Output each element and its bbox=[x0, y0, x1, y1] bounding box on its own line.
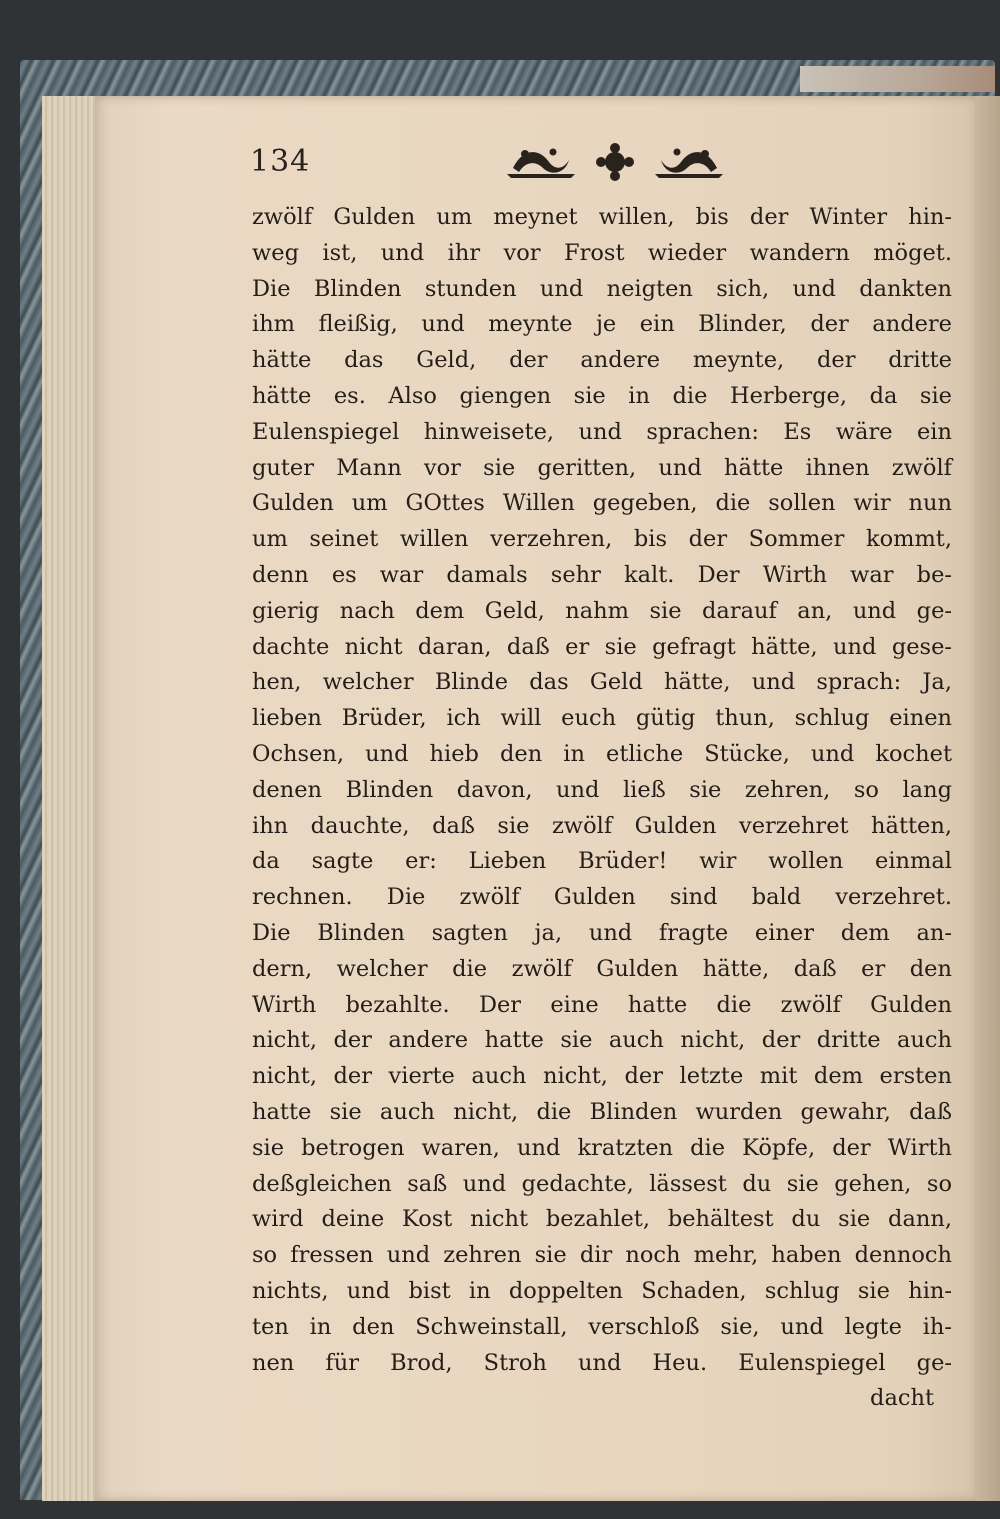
text-line: ihm fleißig, und meynte je ein Blinder, der andere bbox=[252, 311, 952, 338]
text-line: zwölf Gulden um meynet willen, bis der Winter hin- bbox=[252, 204, 952, 230]
text-line: sie betrogen waren, und kratzten die Köpfe, der Wirth bbox=[252, 1134, 952, 1161]
text-line: ten in den Schweinstall, verschloß sie, und legte ih- bbox=[252, 1313, 952, 1340]
text-line: hen, welcher Blinde das Geld hätte, und sprach: Ja, bbox=[252, 669, 952, 696]
text-line: da sagte er: Lieben Brüder! wir wollen einmal bbox=[252, 848, 952, 875]
text-line: Die Blinden stunden und neigten sich, und dankten bbox=[252, 275, 952, 302]
text-line: dachte nicht daran, daß er sie gefragt hätte, und gese- bbox=[252, 633, 952, 660]
text-line: denn es war damals sehr kalt. Der Wirth war be- bbox=[252, 561, 952, 588]
text-line: weg ist, und ihr vor Frost wieder wandern möget. bbox=[252, 239, 952, 266]
text-line: nicht, der andere hatte sie auch nicht, der dritte auch bbox=[252, 1027, 952, 1054]
text-line: wird deine Kost nicht bezahlet, behältest du sie dann, bbox=[252, 1206, 952, 1233]
text-line: hätte das Geld, der andere meynte, der dritte bbox=[252, 347, 952, 374]
page-number: 134 bbox=[250, 144, 311, 179]
text-line: hatte sie auch nicht, die Blinden wurden gewahr, daß bbox=[252, 1098, 952, 1125]
text-line: gierig nach dem Geld, nahm sie darauf an, und ge- bbox=[252, 597, 952, 624]
text-line: nen für Brod, Stroh und Heu. Eulenspiegel ge- bbox=[252, 1349, 952, 1376]
text-line: guter Mann vor sie geritten, und hätte ihnen zwölf bbox=[252, 454, 952, 481]
page-header bbox=[250, 138, 950, 188]
text-line: Gulden um GOttes Willen gegeben, die sollen wir nun bbox=[252, 490, 952, 517]
cover-label-strip bbox=[800, 66, 995, 92]
header-ornament-icon bbox=[505, 138, 725, 184]
text-line: nichts, und bist in doppelten Schaden, schlug sie hin- bbox=[252, 1277, 952, 1304]
body-text bbox=[252, 200, 952, 1417]
text-line: so fressen und zehren sie dir noch mehr, haben dennoch bbox=[252, 1242, 952, 1269]
text-line: um seinet willen verzehren, bis der Sommer kommt, bbox=[252, 526, 952, 553]
text-line: lieben Brüder, ich will euch gütig thun, schlug einen bbox=[252, 705, 952, 732]
text-line: ihn dauchte, daß sie zwölf Gulden verzehret hätten, bbox=[252, 812, 952, 839]
text-line: rechnen. Die zwölf Gulden sind bald verzehret. bbox=[252, 884, 952, 911]
right-binding-edge bbox=[975, 96, 1000, 1501]
text-line: Ochsen, und hieb den in etliche Stücke, und kochet bbox=[252, 740, 952, 767]
text-line: Wirth bezahlte. Der eine hatte die zwölf Gulden bbox=[252, 991, 952, 1018]
page-edges bbox=[42, 96, 102, 1501]
text-line: hätte es. Also giengen sie in die Herberge, da sie bbox=[252, 382, 952, 409]
text-line: dern, welcher die zwölf Gulden hätte, daß er den bbox=[252, 955, 952, 982]
text-line: denen Blinden davon, und ließ sie zehren, so lang bbox=[252, 776, 952, 803]
text-line: Eulenspiegel hinweisete, und sprachen: Es wäre ein bbox=[252, 418, 952, 445]
text-line: Die Blinden sagten ja, und fragte einer dem an- bbox=[252, 919, 952, 946]
text-line: nicht, der vierte auch nicht, der letzte mit dem ersten bbox=[252, 1063, 952, 1090]
text-line: deßgleichen saß und gedachte, lässest du sie gehen, so bbox=[252, 1170, 952, 1197]
catchword: dacht bbox=[870, 1385, 934, 1412]
